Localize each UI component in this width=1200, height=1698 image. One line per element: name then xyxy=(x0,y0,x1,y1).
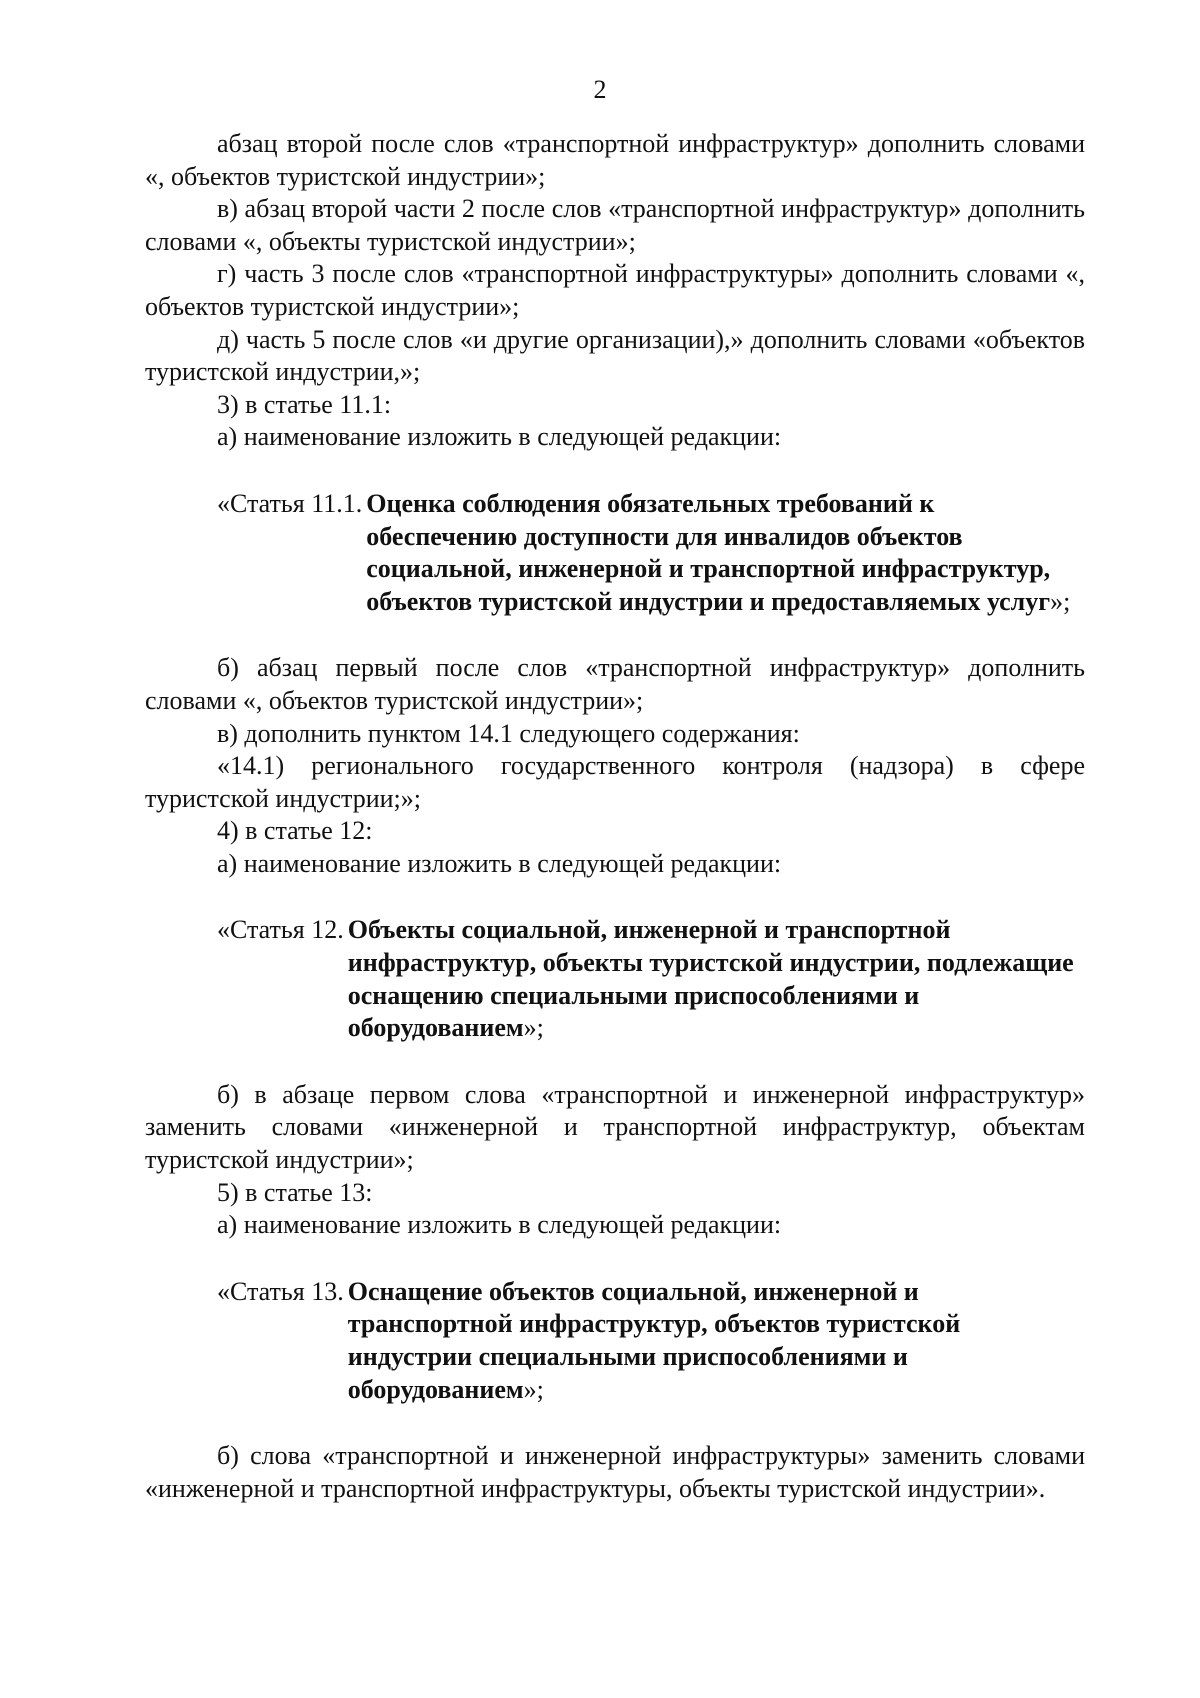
article-title-tail: »; xyxy=(523,1013,544,1043)
article-title-text: Оценка соблюдения обязательных требований к обеспечению доступности для инвалидов объектов социальной, инженерной и транспортной инфраструктур, объектов туристской индустрии и предоставляемых услуг xyxy=(366,488,1051,616)
article-label: «Статья 12. xyxy=(217,915,344,945)
paragraph: 4) в статье 12: xyxy=(217,816,373,846)
paragraph: б) в абзаце первом слова «транспортной и инженерной инфраструктур» заменить словами «инженерной и транспортной инфраструктур, объектам туристской индустрии»; xyxy=(145,1079,1085,1175)
paragraph: д) часть 5 после слов «и другие организации),» дополнить словами «объектов туристской индустрии,»; xyxy=(145,324,1085,387)
paragraph: а) наименование изложить в следующей редакции: xyxy=(217,422,782,452)
paragraph: в) дополнить пунктом 14.1 следующего содержания: xyxy=(217,718,800,748)
page-number: 2 xyxy=(593,75,607,104)
paragraph: в) абзац второй части 2 после слов «транспортной инфраструктур» дополнить словами «, объекты туристской индустрии»; xyxy=(145,194,1085,256)
article-title-tail: »; xyxy=(1050,586,1071,616)
article-heading-13 xyxy=(217,1276,1085,1406)
article-heading-11-1 xyxy=(217,488,1085,618)
article-title xyxy=(348,914,1085,1044)
article-title xyxy=(348,1276,1085,1406)
article-label: «Статья 11.1. xyxy=(217,488,363,518)
paragraph: б) слова «транспортной и инженерной инфраструктуры» заменить словами «инженерной и транспортной инфраструктуры, объекты туристской индустрии». xyxy=(145,1441,1085,1503)
article-title-tail: »; xyxy=(523,1374,544,1404)
article-label: «Статья 13. xyxy=(217,1276,344,1306)
article-title xyxy=(366,488,1085,618)
paragraph: а) наименование изложить в следующей редакции: xyxy=(217,848,782,878)
paragraph: 5) в статье 13: xyxy=(217,1177,373,1207)
paragraph: б) абзац первый после слов «транспортной инфраструктур» дополнить словами «, объектов туристской индустрии»; xyxy=(145,653,1085,715)
article-title-text: Объекты социальной, инженерной и транспортной инфраструктур, объекты туристской индустрии, подлежащие оснащению специальными приспособлениями и оборудованием xyxy=(347,915,1074,1043)
article-heading-12 xyxy=(217,914,1085,1044)
article-title-text: Оснащение объектов социальной, инженерной и транспортной инфраструктур, объектов туристской индустрии специальными приспособлениями и оборудованием xyxy=(347,1276,961,1404)
paragraph: а) наименование изложить в следующей редакции: xyxy=(217,1210,782,1240)
paragraph: 3) в статье 11.1: xyxy=(217,389,392,419)
paragraph: «14.1) регионального государственного контроля (надзора) в сфере туристской индустрии;»; xyxy=(145,751,1085,813)
paragraph: г) часть 3 после слов «транспортной инфраструктуры» дополнить словами «, объектов туристской индустрии»; xyxy=(145,259,1085,321)
paragraph: абзац второй после слов «транспортной инфраструктур» дополнить словами «, объектов туристской индустрии»; xyxy=(145,129,1085,191)
document-body xyxy=(145,128,1085,1505)
